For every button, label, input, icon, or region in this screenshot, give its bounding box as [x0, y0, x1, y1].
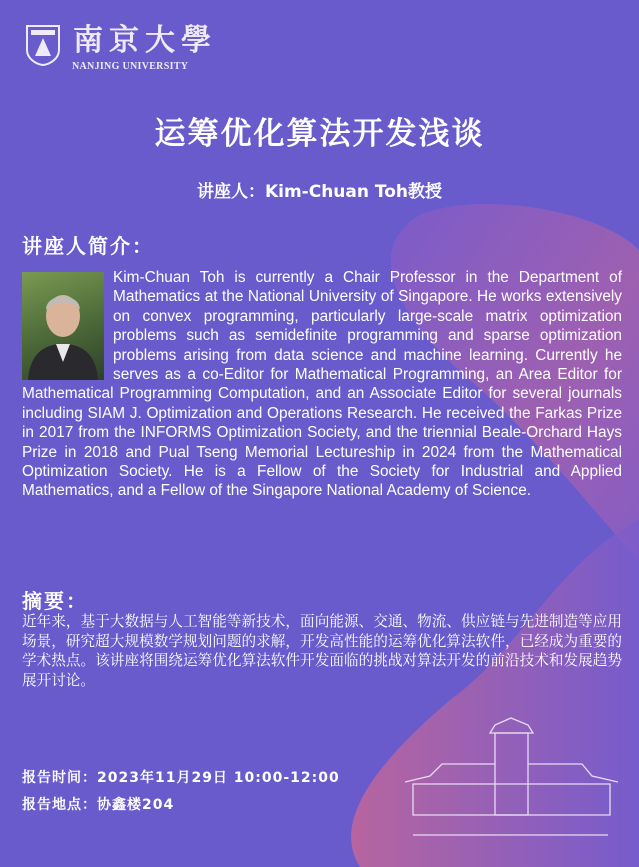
- university-emblem-icon: [25, 24, 61, 66]
- lecture-place: 报告地点：协鑫楼204: [22, 797, 175, 813]
- bio-heading: 讲座人简介：: [22, 234, 154, 258]
- abstract-heading: 摘要：: [22, 589, 88, 613]
- bio-section: [22, 268, 622, 501]
- university-logo: [25, 24, 217, 66]
- lecture-time: 报告时间：2023年11月29日 10:00-12:00: [22, 770, 340, 786]
- abstract-text: 近年来，基于大数据与人工智能等新技术，面向能源、交通、物流、供应链与先进制造等应用场景，研究超大规模数学规划问题的求解，开发高性能的运筹优化算法软件，已经成为重要的学术热点。该讲座将围绕运筹优化算法软件开发面临的挑战对算法开发的前沿技术和发展趋势展开讨论。: [22, 613, 622, 689]
- speaker: 讲座人：Kim-Chuan Toh教授: [196, 182, 443, 202]
- logo-text-cn: 南京大學: [73, 23, 217, 58]
- logo-text-en: NANJING UNIVERSITY: [72, 61, 189, 72]
- page-title: 运筹优化算法开发浅谈: [154, 116, 485, 152]
- bio-text: Kim-Chuan Toh is currently a Chair Professor in the Department of Mathematics at the National University of Singapore. He works extensively on convex programming, particularly large-scale matrix optimization problems such as semidefinite programming and sparse optimization problems arising from data science and machine learning. Currently he serves as a co-Editor for Mathematical Programming, an Area Editor for Mathematical Programming Computation, and an Associate Editor for several journals including SIAM J. Optimization and Operations Research. He received the Farkas Prize in 2017 from the INFORMS Optimization Society, and the triennial Beale-Orchard Hays Prize in 2018 and Pual Tseng Memorial Lectureship in 2024 from the Mathematical Optimization Society. He is a Fellow of the Society for Industrial and Applied Mathematics, and a Fellow of the Singapore National Academy of Science.: [22, 269, 622, 500]
- speaker-photo: [22, 272, 104, 380]
